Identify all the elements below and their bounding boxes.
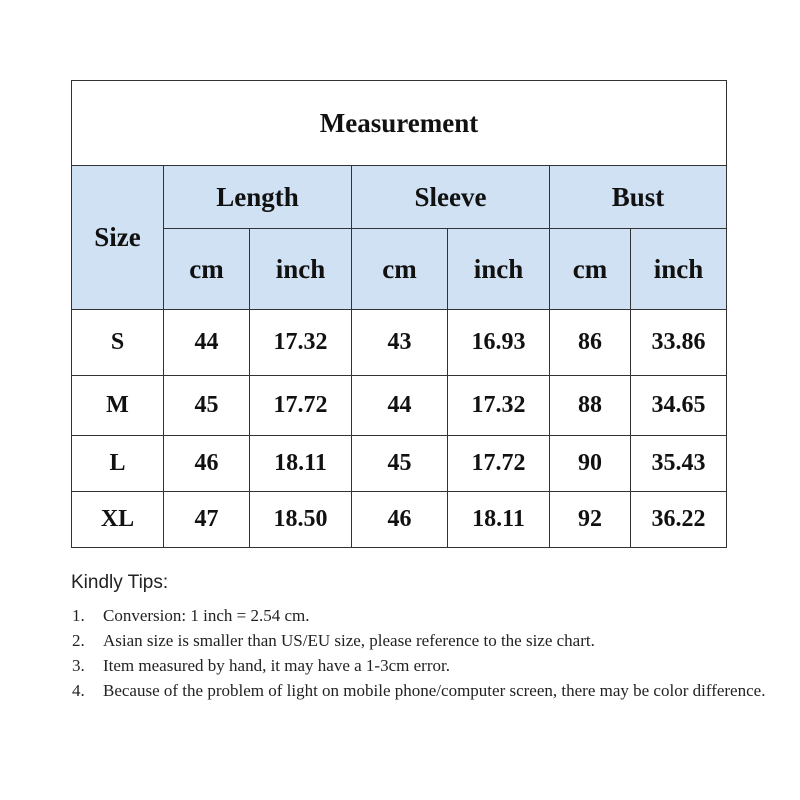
table-title: Measurement [72, 81, 727, 166]
tips-title: Kindly Tips: [71, 572, 169, 593]
table-cell: 33.86 [631, 310, 727, 376]
table-cell: 18.11 [448, 492, 550, 548]
tip-number: 1. [72, 606, 85, 625]
table-cell: 45 [164, 376, 250, 436]
table-cell: 35.43 [631, 436, 727, 492]
tip-number: 3. [72, 656, 85, 675]
size-label: L [72, 436, 164, 492]
table-row [72, 436, 727, 492]
tip-text: Item measured by hand, it may have a 1-3cm error. [103, 656, 450, 675]
table-cell: 18.11 [250, 436, 352, 492]
unit-header-length-cm: cm [164, 229, 250, 310]
table-cell: 43 [352, 310, 448, 376]
size-chart-table [71, 80, 727, 548]
list-item [71, 679, 789, 703]
table-cell: 45 [352, 436, 448, 492]
size-label: M [72, 376, 164, 436]
table-cell: 44 [164, 310, 250, 376]
table-cell: 16.93 [448, 310, 550, 376]
group-header-length: Length [164, 166, 352, 229]
table-cell: 36.22 [631, 492, 727, 548]
group-header-sleeve: Sleeve [352, 166, 550, 229]
table-cell: 17.32 [250, 310, 352, 376]
table-cell: 18.50 [250, 492, 352, 548]
table-cell: 17.72 [448, 436, 550, 492]
table-cell: 34.65 [631, 376, 727, 436]
table-cell: 92 [550, 492, 631, 548]
unit-header-length-inch: inch [250, 229, 352, 310]
table-cell: 46 [352, 492, 448, 548]
table-cell: 86 [550, 310, 631, 376]
table-cell: 88 [550, 376, 631, 436]
table-cell: 46 [164, 436, 250, 492]
table-row [72, 492, 727, 548]
table-cell: 90 [550, 436, 631, 492]
size-label: XL [72, 492, 164, 548]
size-column-header: Size [72, 166, 164, 310]
list-item [71, 629, 789, 653]
tips-list [71, 604, 789, 703]
unit-header-bust-cm: cm [550, 229, 631, 310]
table-row [72, 310, 727, 376]
table-cell: 47 [164, 492, 250, 548]
tip-number: 2. [72, 631, 85, 650]
table-cell: 17.32 [448, 376, 550, 436]
tip-text: Conversion: 1 inch = 2.54 cm. [103, 606, 310, 625]
table-cell: 44 [352, 376, 448, 436]
tip-number: 4. [72, 681, 85, 700]
size-label: S [72, 310, 164, 376]
tip-text: Because of the problem of light on mobile phone/computer screen, there may be color difference. [103, 681, 766, 700]
list-item [71, 654, 789, 678]
table-cell: 17.72 [250, 376, 352, 436]
unit-header-sleeve-cm: cm [352, 229, 448, 310]
tip-text: Asian size is smaller than US/EU size, please reference to the size chart. [103, 631, 595, 650]
table-row [72, 376, 727, 436]
kindly-tips-section [71, 572, 789, 704]
unit-header-bust-inch: inch [631, 229, 727, 310]
unit-header-sleeve-inch: inch [448, 229, 550, 310]
group-header-bust: Bust [550, 166, 727, 229]
list-item [71, 604, 789, 628]
